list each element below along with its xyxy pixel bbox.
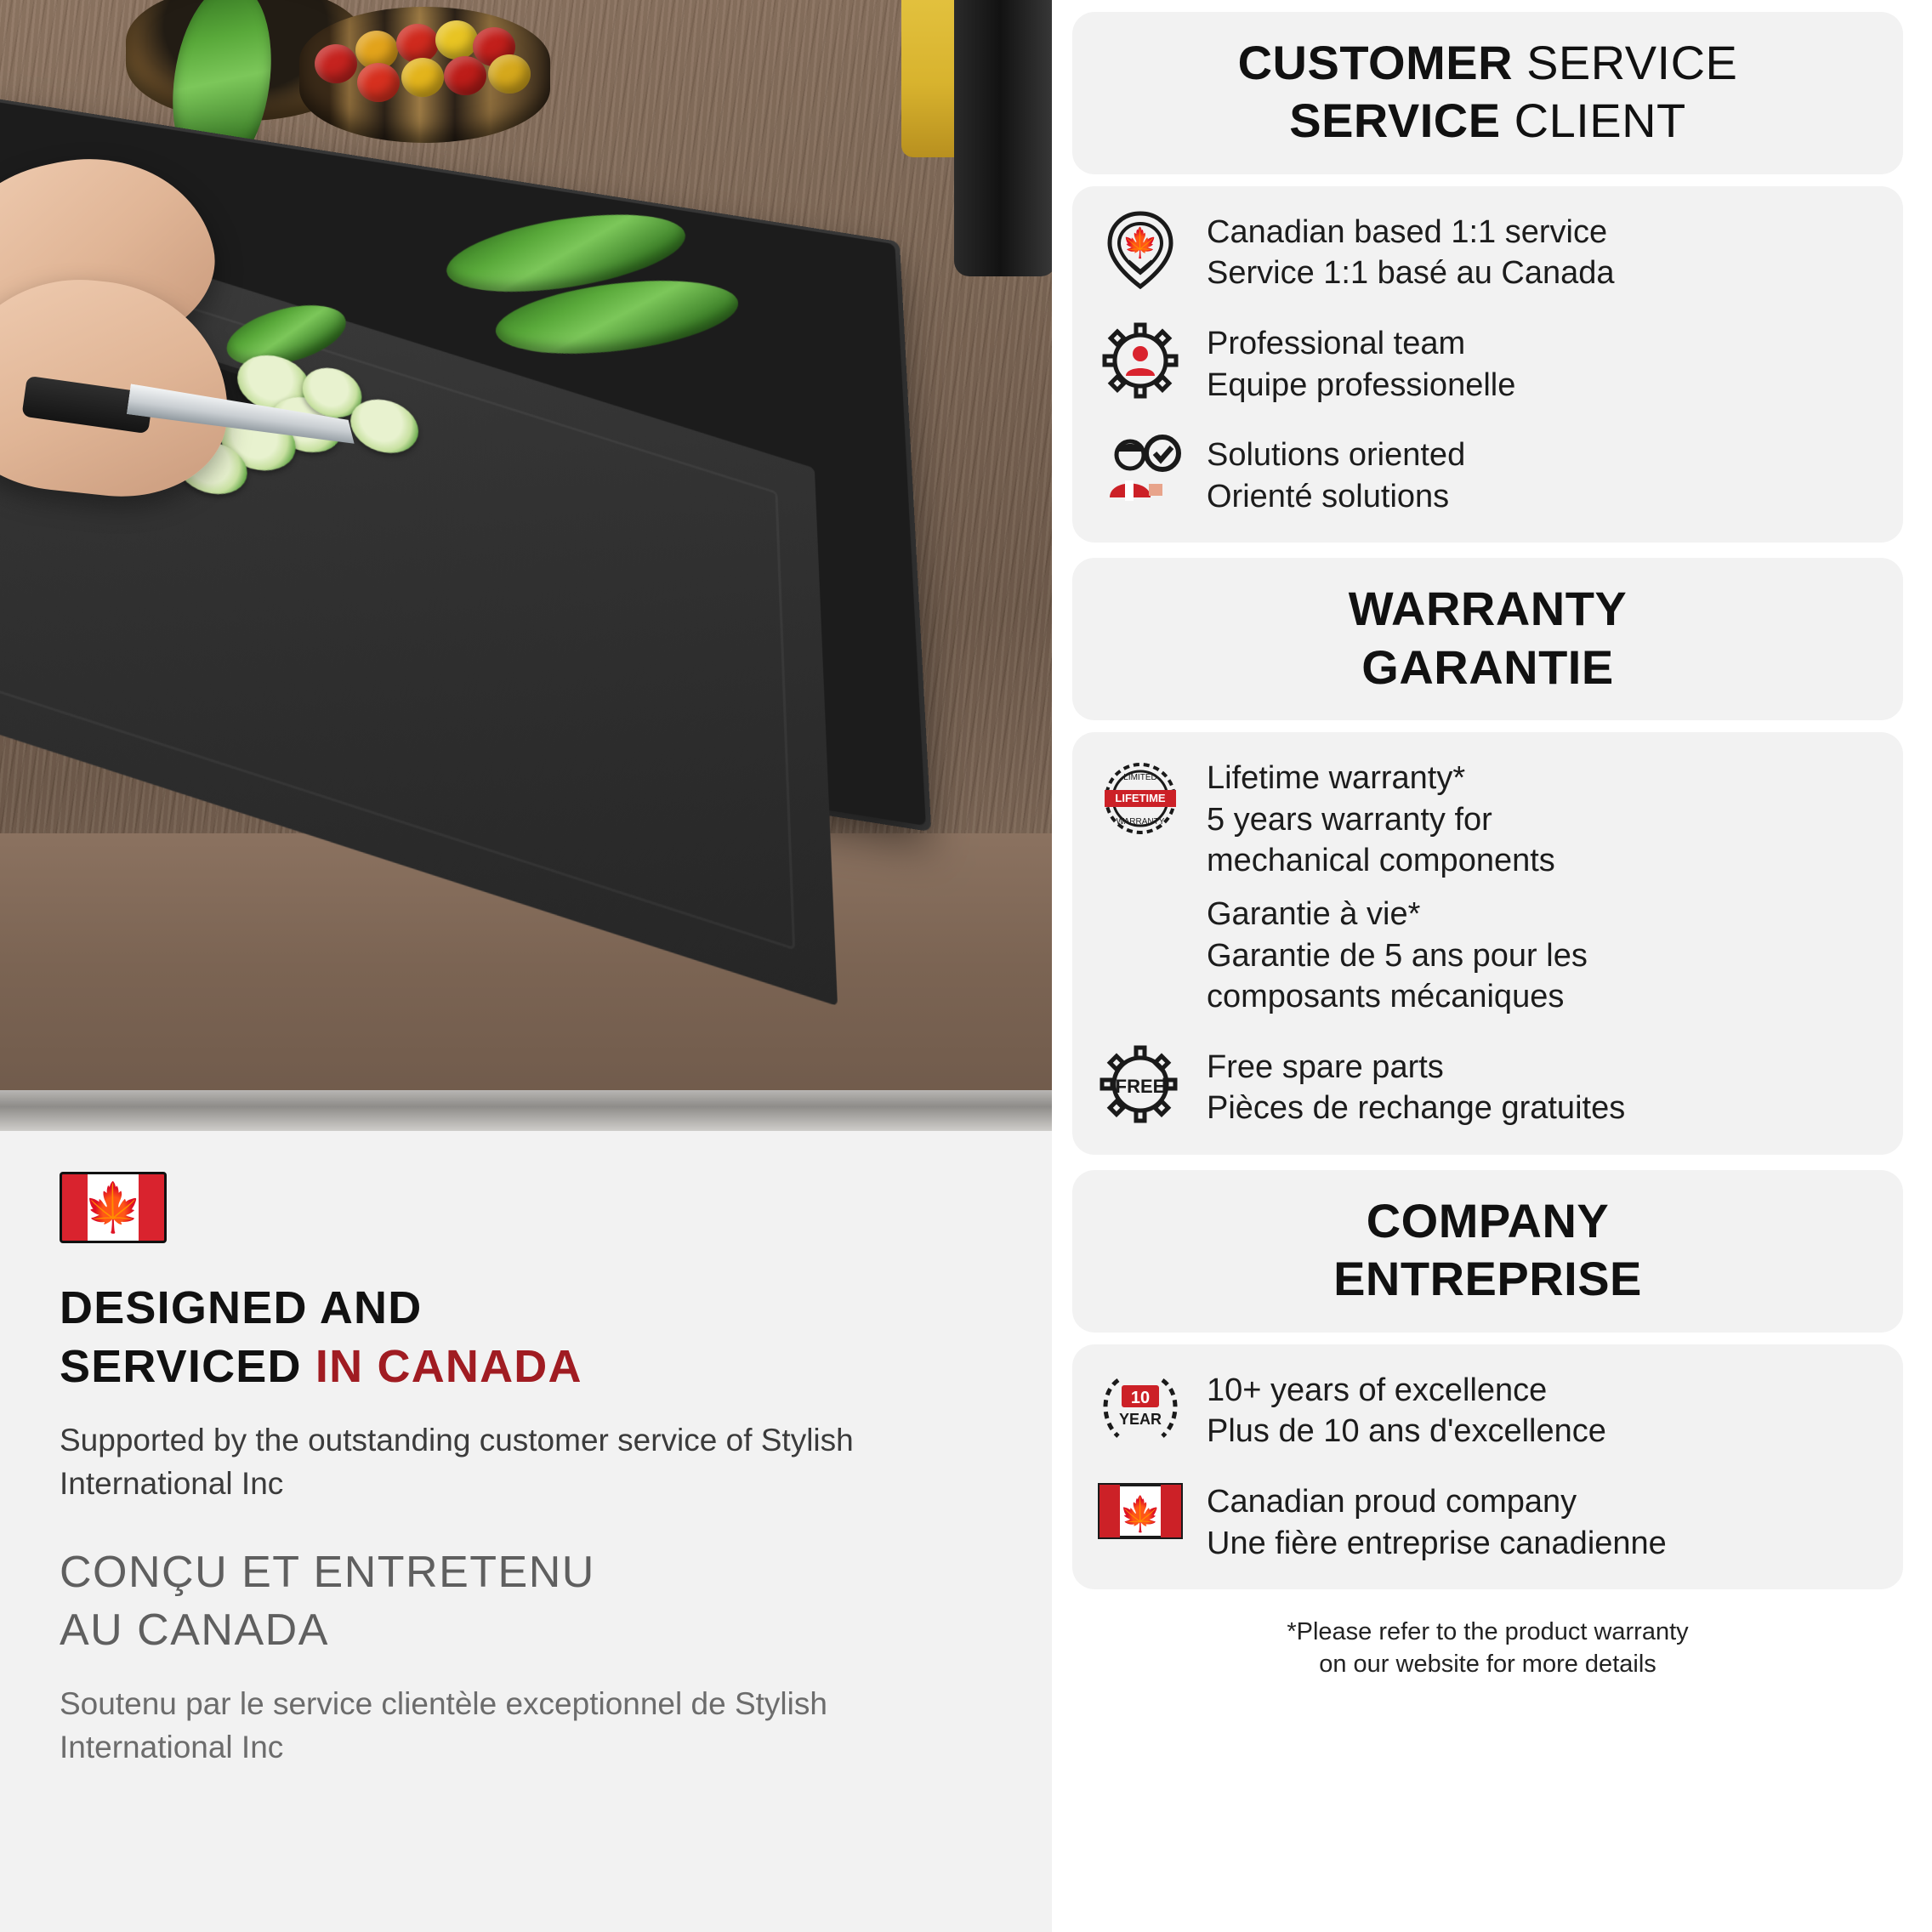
warranty-footnote bbox=[1072, 1605, 1903, 1680]
warranty-line-spacer bbox=[1207, 882, 1588, 894]
lifetime-warranty-badge-icon bbox=[1094, 754, 1186, 843]
company-card bbox=[1072, 1344, 1903, 1590]
designed-subtitle-en: Supported by the outstanding customer service of Stylish International Inc bbox=[60, 1423, 854, 1502]
list-item bbox=[1094, 208, 1881, 294]
support-agent-check-icon bbox=[1094, 431, 1186, 513]
warranty-item-1-en: Free spare parts bbox=[1207, 1048, 1444, 1085]
cs-title-bold-2: SERVICE bbox=[1289, 94, 1501, 148]
cs-title-light-2: CLIENT bbox=[1500, 94, 1686, 148]
company-title bbox=[1072, 1170, 1903, 1333]
sink-front-edge bbox=[0, 1090, 1052, 1131]
warranty-line-1: 5 years warranty for bbox=[1207, 801, 1492, 838]
list-item-text bbox=[1207, 431, 1465, 517]
list-item-text bbox=[1207, 208, 1615, 294]
designed-title-fr bbox=[60, 1544, 992, 1659]
warranty-title bbox=[1072, 558, 1903, 720]
ten-year-laurel-icon bbox=[1094, 1367, 1186, 1448]
svg-text:LIMITED: LIMITED bbox=[1123, 773, 1157, 782]
cs-item-2-en: Solutions oriented bbox=[1207, 437, 1466, 474]
svg-text:YEAR: YEAR bbox=[1118, 1410, 1162, 1428]
customer-service-card bbox=[1072, 186, 1903, 543]
footnote-line-2: on our website for more details bbox=[1319, 1650, 1656, 1678]
company-item-1-en: Canadian proud company bbox=[1207, 1483, 1577, 1520]
svg-text:🍁: 🍁 bbox=[1119, 1495, 1162, 1533]
company-item-1-fr: Une fière entreprise canadienne bbox=[1207, 1525, 1667, 1561]
designed-title-line2: SERVICED bbox=[60, 1341, 315, 1393]
designed-in-canada-panel bbox=[0, 1131, 1052, 1932]
cs-title-bold-1: CUSTOMER bbox=[1237, 36, 1514, 89]
cs-item-1-fr: Equipe professionelle bbox=[1207, 367, 1516, 403]
company-section bbox=[1072, 1170, 1903, 1589]
maple-leaf-pin-icon bbox=[1094, 208, 1186, 290]
customer-service-section bbox=[1072, 12, 1903, 543]
free-gear-icon bbox=[1094, 1043, 1186, 1125]
designed-title bbox=[60, 1279, 992, 1396]
canada-flag-icon bbox=[1094, 1478, 1186, 1546]
list-item bbox=[1094, 754, 1881, 1018]
gear-person-icon bbox=[1094, 320, 1186, 401]
cs-item-0-en: Canadian based 1:1 service bbox=[1207, 213, 1608, 250]
warranty-card bbox=[1072, 732, 1903, 1155]
cs-item-0-fr: Service 1:1 basé au Canada bbox=[1207, 255, 1615, 292]
pepper-mill bbox=[954, 0, 1052, 276]
list-item bbox=[1094, 320, 1881, 406]
kitchen-sink-photo bbox=[0, 0, 1052, 1131]
footnote-line-1: *Please refer to the product warranty bbox=[1287, 1618, 1689, 1646]
company-item-0-en: 10+ years of excellence bbox=[1207, 1372, 1548, 1408]
cs-item-2-fr: Orienté solutions bbox=[1207, 478, 1450, 514]
designed-title-highlight: IN CANADA bbox=[315, 1341, 582, 1393]
designed-subtitle-fr: Soutenu par le service clientèle exceptionnel de Stylish International Inc bbox=[60, 1685, 827, 1764]
list-item bbox=[1094, 431, 1881, 517]
list-item bbox=[1094, 1478, 1881, 1564]
warranty-line-6: composants mécaniques bbox=[1207, 979, 1565, 1015]
company-title-en: COMPANY bbox=[1366, 1194, 1610, 1247]
designed-title-fr-line1: CONÇU ET ENTRETENU bbox=[60, 1548, 595, 1598]
cs-title-light-1: SERVICE bbox=[1513, 36, 1738, 89]
svg-text:10: 10 bbox=[1130, 1388, 1151, 1407]
list-item-text bbox=[1207, 1478, 1667, 1564]
list-item-text bbox=[1207, 320, 1515, 406]
warranty-section bbox=[1072, 558, 1903, 1155]
list-item-text bbox=[1207, 1367, 1606, 1452]
list-item-text bbox=[1207, 1043, 1625, 1129]
svg-text:WARRANTY: WARRANTY bbox=[1116, 817, 1165, 827]
designed-title-fr-line2: AU CANADA bbox=[60, 1605, 329, 1655]
warranty-item-1-fr: Pièces de rechange gratuites bbox=[1207, 1090, 1626, 1127]
svg-text:🍁: 🍁 bbox=[1122, 226, 1159, 259]
list-item bbox=[1094, 1367, 1881, 1452]
svg-text:LIFETIME: LIFETIME bbox=[1115, 792, 1166, 804]
warranty-line-4: Garantie à vie* bbox=[1207, 895, 1421, 932]
svg-text:FREE: FREE bbox=[1115, 1075, 1166, 1097]
list-item bbox=[1094, 1043, 1881, 1129]
warranty-text-block bbox=[1207, 754, 1588, 1018]
warranty-title-fr: GARANTIE bbox=[1361, 639, 1614, 694]
warranty-line-0: Lifetime warranty* bbox=[1207, 760, 1466, 796]
warranty-title-en: WARRANTY bbox=[1348, 582, 1628, 636]
warranty-line-5: Garantie de 5 ans pour les bbox=[1207, 937, 1588, 974]
company-item-0-fr: Plus de 10 ans d'excellence bbox=[1207, 1413, 1606, 1450]
company-title-fr: ENTREPRISE bbox=[1333, 1252, 1642, 1306]
right-column bbox=[1052, 0, 1932, 1932]
canada-flag-icon: 🍁 bbox=[60, 1172, 167, 1243]
cs-item-1-en: Professional team bbox=[1207, 325, 1466, 361]
cherry-tomatoes bbox=[306, 15, 553, 92]
designed-title-line1: DESIGNED AND bbox=[60, 1282, 423, 1333]
warranty-line-2: mechanical components bbox=[1207, 843, 1555, 879]
customer-service-title bbox=[1072, 12, 1903, 174]
